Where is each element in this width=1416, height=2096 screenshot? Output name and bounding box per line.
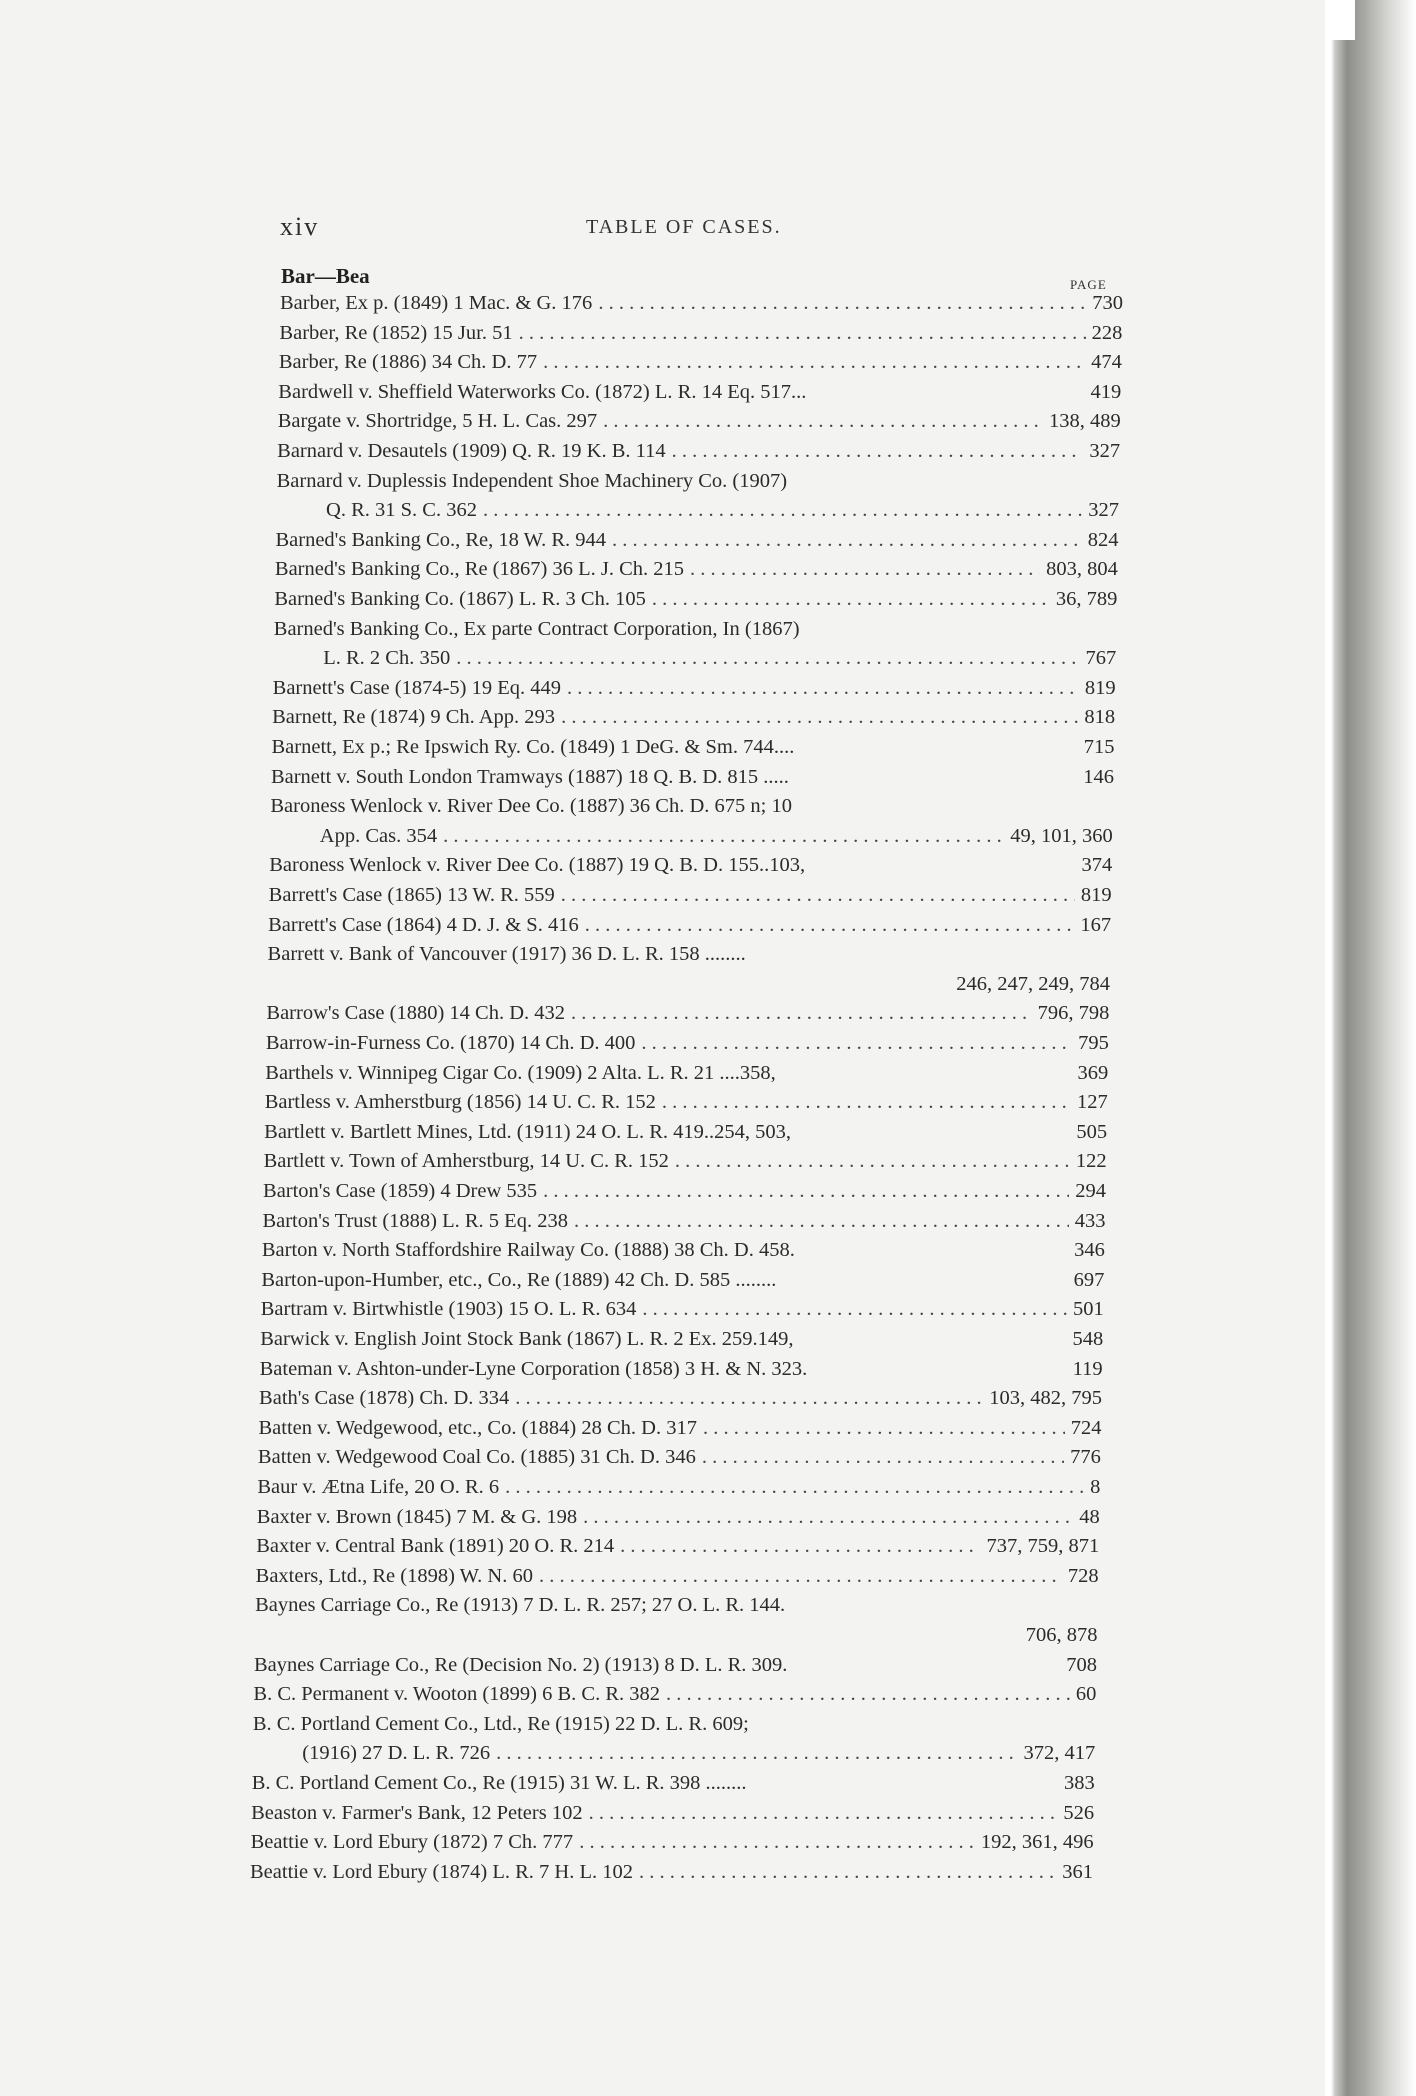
case-citation: Bartlett v. Bartlett Mines, Ltd. (1911) 24 O. L. R. 419..254, 503, [264,1120,792,1143]
case-citation: Barrett's Case (1864) 4 D. J. & S. 416 [268,913,579,936]
page-references: 776 [1070,1446,1101,1469]
page-references: 724 [1070,1416,1102,1439]
case-citation: Barnett v. South London Tramways (1887) 18 Q. B. D. 815 ..... [270,765,789,788]
case-citation: App. Cas. 354 [319,824,438,847]
page-references: 361 [1062,1860,1093,1883]
case-citation: Barthels v. Winnipeg Cigar Co. (1909) 2 Alta. L. R. 21 ....358, [265,1061,776,1084]
page-references: 246, 247, 249, 784 [956,972,1110,995]
case-entry-line [269,881,1112,909]
dot-leader [561,703,1078,731]
case-citation: B. C. Portland Cement Co., Ltd., Re (1915) 22 D. L. R. 609; [252,1712,749,1735]
case-citation: Barber, Re (1852) 15 Jur. 51 [279,321,513,344]
case-entry-line [268,911,1111,939]
case-entry-line [257,1473,1100,1501]
case-entry-line [279,348,1122,376]
page-references: 294 [1075,1180,1107,1202]
case-entry-line [255,1591,1098,1619]
case-citation: Bartram v. Birtwhistle (1903) 15 O. L. R. 634 [260,1298,637,1321]
case-entry-line [274,585,1117,613]
page-references: 327 [1088,499,1120,522]
case-entry-line [251,1828,1094,1856]
case-entry-line [323,644,1116,672]
page-references: 103, 482, 795 [989,1387,1103,1410]
dot-leader [543,1177,1069,1205]
case-entry-line [266,999,1109,1027]
case-entry-line [265,1088,1108,1116]
dot-leader [505,1473,1084,1501]
page-references: 372, 417 [1023,1742,1096,1765]
case-citation: Baur v. Ætna Life, 20 O. R. 6 [257,1476,500,1498]
dot-leader [598,289,1086,317]
case-citation: Batten v. Wedgewood, etc., Co. (1884) 28 Ch. D. 317 [258,1416,697,1439]
case-citation: Barned's Banking Co. (1867) L. R. 3 Ch. 105 [274,588,646,610]
case-entry-line [302,1739,1095,1767]
case-citation: Bateman v. Ashton-under-Lyne Corporation (1858) 3 H. & N. 323. [259,1357,808,1380]
page-references: 824 [1087,528,1119,551]
dot-leader [639,1858,1056,1886]
page-references: 819 [1080,884,1112,906]
case-citation: Barton's Trust (1888) L. R. 5 Eq. 238 [262,1209,568,1232]
case-citation: Baxter v. Central Bank (1891) 20 O. R. 214 [256,1535,615,1558]
case-citation: Barton's Case (1859) 4 Drew 535 [263,1180,538,1202]
case-citation: Beattie v. Lord Ebury (1872) 7 Ch. 777 [250,1831,574,1854]
page-references: 49, 101, 360 [1010,824,1113,847]
case-entry-line [261,1295,1104,1323]
page-references: 505 [1076,1120,1108,1143]
case-citation: Bath's Case (1878) Ch. D. 334 [259,1387,510,1410]
page-references: 501 [1073,1298,1104,1321]
case-entry-line [264,1147,1107,1175]
case-entry-line [271,763,1114,791]
case-citation: Bargate v. Shortridge, 5 H. L. Cas. 297 [277,410,598,433]
page-references: 127 [1076,1091,1108,1114]
case-entry-line [262,1207,1105,1235]
page-references: 728 [1067,1564,1099,1587]
dot-leader [583,1503,1073,1531]
case-entry-line [251,1799,1094,1827]
page-references: 419 [1090,380,1122,403]
case-entry-line [260,1355,1103,1383]
dot-leader [543,348,1085,376]
dot-leader [567,674,1079,702]
case-citation: Barton-upon-Humber, etc., Co., Re (1889) 42 Ch. D. 585 ........ [261,1268,777,1291]
case-citation: Barned's Banking Co., Re (1867) 36 L. J. Ch. 215 [274,558,684,581]
case-entry-line [277,467,1120,495]
case-citation: Baynes Carriage Co., Re (1913) 7 D. L. R. 257; 27 O. L. R. 144. [255,1594,786,1617]
case-citation: Barnett, Re (1874) 9 Ch. App. 293 [272,706,556,729]
page-references: 474 [1091,351,1122,374]
page-references: 192, 361, 496 [980,1831,1094,1854]
case-entry-line [250,1858,1093,1886]
page-references: 706, 878 [1025,1624,1098,1646]
page-references: 526 [1063,1801,1095,1824]
case-entry-line [255,1621,1098,1649]
page-references: 374 [1081,854,1113,877]
dot-leader [652,585,1050,613]
dot-leader [620,1532,980,1560]
case-entry-line [280,289,1123,317]
page-references: 795 [1078,1032,1109,1054]
case-citation: Barton v. North Staffordshire Railway Co. (1888) 38 Ch. D. 458. [261,1239,795,1262]
page-references: 167 [1080,913,1112,936]
case-citation: Batten v. Wedgewood Coal Co. (1885) 31 Ch. D. 346 [257,1446,696,1469]
page-references: 60 [1075,1683,1097,1706]
page-references: 369 [1077,1061,1109,1084]
page-references: 138, 489 [1048,410,1121,433]
dot-leader [515,1384,983,1412]
dot-leader [690,555,1040,583]
case-citation: Beattie v. Lord Ebury (1874) L. R. 7 H. L. 102 [250,1860,633,1883]
case-citation: Barnett's Case (1874-5) 19 Eq. 449 [272,676,562,699]
case-citation: Bardwell v. Sheffield Waterworks Co. (1872) L. R. 14 Eq. 517... [278,380,807,403]
case-citation: Q. R. 31 S. C. 362 [326,499,477,522]
case-entry-line [267,970,1110,998]
dot-leader [641,1029,1072,1057]
page-column-label: PAGE [1070,277,1107,292]
case-citation: (1916) 27 D. L. R. 726 [302,1742,491,1765]
page-references: 122 [1075,1150,1107,1173]
dot-leader [642,1295,1067,1323]
case-entry-line [253,1710,1096,1738]
case-citation: Bartlett v. Town of Amherstburg, 14 U. C. R. 152 [263,1150,669,1173]
case-entry-line [252,1769,1095,1797]
page-references: 803, 804 [1046,558,1118,581]
case-entry-line [253,1680,1096,1708]
dot-leader [603,407,1043,435]
case-citation: Barnard v. Desautels (1909) Q. R. 19 K. B. 114 [277,440,666,462]
case-entry-line [273,674,1116,702]
dot-leader [483,496,1082,524]
dot-leader [539,1562,1062,1590]
case-entry-line [268,940,1111,968]
page-references: 715 [1083,736,1115,758]
case-entry-line [256,1562,1099,1590]
dot-leader [519,319,1086,347]
dot-leader [662,1088,1071,1116]
dot-leader [612,526,1082,554]
page-references: 708 [1066,1653,1097,1676]
page-references: 818 [1084,706,1116,729]
case-entry-line [272,703,1115,731]
page-references: 767 [1085,647,1117,670]
case-entry-line [258,1414,1101,1442]
page-number: xiv [280,212,320,241]
case-citation: Baxter v. Brown (1845) 7 M. & G. 198 [256,1505,578,1528]
page-references: 697 [1073,1268,1105,1291]
dot-leader [443,822,1004,850]
case-citation: Baxters, Ltd., Re (1898) W. N. 60 [255,1564,533,1587]
case-citation: Baroness Wenlock v. River Dee Co. (1887) 36 Ch. D. 675 n; 10 [270,795,792,818]
case-entry-line [270,792,1113,820]
page-references: 383 [1063,1772,1095,1794]
case-entry-line [265,1059,1108,1087]
page-corner [1325,0,1355,40]
case-citation: Barwick v. English Joint Stock Bank (1867) L. R. 2 Ex. 259.149, [260,1328,794,1350]
case-entry-line [274,615,1117,643]
page-references: 8 [1090,1476,1101,1498]
page-references: 36, 789 [1055,588,1118,610]
case-entry-line [279,319,1122,347]
section-range-heading: Bar—Bea [281,264,370,288]
case-citation: Barrow-in-Furness Co. (1870) 14 Ch. D. 400 [265,1032,636,1054]
case-entry-line [320,822,1113,850]
dot-leader [574,1207,1069,1235]
case-entry-line [277,437,1120,465]
dot-leader [703,1414,1065,1442]
case-entry-line [260,1325,1103,1353]
dot-leader [666,1680,1070,1708]
page-references: 48 [1079,1505,1100,1528]
dot-leader [675,1147,1070,1175]
dot-leader [496,1739,1017,1767]
dot-leader [561,881,1075,909]
page-references: 146 [1083,765,1114,788]
case-citation: Barned's Banking Co., Re, 18 W. R. 944 [275,528,607,551]
case-entry-line [257,1503,1100,1531]
case-citation: Barrett v. Bank of Vancouver (1917) 36 D. L. R. 158 ........ [267,943,746,966]
page-references: 346 [1074,1239,1105,1262]
case-entry-line [275,526,1118,554]
case-citation: Barber, Ex p. (1849) 1 Mac. & G. 176 [280,292,593,314]
case-entry-line [266,1029,1109,1057]
case-citation: Beaston v. Farmer's Bank, 12 Peters 102 [251,1801,583,1824]
case-citation: Baynes Carriage Co., Re (Decision No. 2) (1913) 8 D. L. R. 309. [253,1653,788,1676]
case-citation: Baroness Wenlock v. River Dee Co. (1887) 19 Q. B. D. 155..103, [269,854,806,877]
case-entry-line [326,496,1119,524]
case-citation: Bartless v. Amherstburg (1856) 14 U. C. R. 152 [264,1091,656,1114]
case-entry-line [269,851,1112,879]
case-entry-line [272,733,1115,761]
case-citation: Barned's Banking Co., Ex parte Contract Corporation, In (1867) [273,617,800,640]
page-references: 730 [1092,292,1123,314]
case-entry-line [254,1651,1097,1679]
case-entry-line [259,1384,1102,1412]
page-references: 119 [1072,1357,1103,1380]
case-entry-line [264,1118,1107,1146]
case-citation: B. C. Portland Cement Co., Re (1915) 31 W. L. R. 398 ........ [251,1772,747,1794]
page-references: 327 [1089,440,1121,462]
page-references: 819 [1084,676,1116,699]
case-entry-line [275,555,1118,583]
case-entry-line [261,1266,1104,1294]
case-entry-line [256,1532,1099,1560]
case-entry-line [278,407,1121,435]
case-entry-line [262,1236,1105,1264]
page-references: 737, 759, 871 [986,1535,1100,1558]
book-spine-edge [1325,0,1416,2096]
case-citation: Barnett, Ex p.; Re Ipswich Ry. Co. (1849) 1 DeG. & Sm. 744.... [271,736,795,758]
dot-leader [672,437,1084,465]
dot-leader [589,1799,1058,1827]
running-title: TABLE OF CASES. [586,216,782,238]
dot-leader [571,999,1032,1027]
case-citation: Barrett's Case (1865) 13 W. R. 559 [268,884,555,906]
dot-leader [702,1443,1064,1471]
case-citation: B. C. Permanent v. Wooton (1899) 6 B. C. R. 382 [253,1683,661,1706]
case-citation: Barrow's Case (1880) 14 Ch. D. 432 [266,1002,566,1025]
dot-leader [585,911,1075,939]
page-references: 548 [1072,1328,1104,1350]
case-citation: L. R. 2 Ch. 350 [323,647,451,670]
case-entry-line [263,1177,1106,1205]
page-references: 228 [1091,321,1123,344]
dot-leader [579,1828,975,1856]
page-references: 796, 798 [1037,1002,1110,1025]
case-entry-line [258,1443,1101,1471]
case-citation: Barber, Re (1886) 34 Ch. D. 77 [278,351,538,374]
page-references: 433 [1074,1209,1106,1232]
dot-leader [456,644,1079,672]
case-citation: Barnard v. Duplessis Independent Shoe Machinery Co. (1907) [276,469,788,492]
case-entry-line [278,378,1121,406]
